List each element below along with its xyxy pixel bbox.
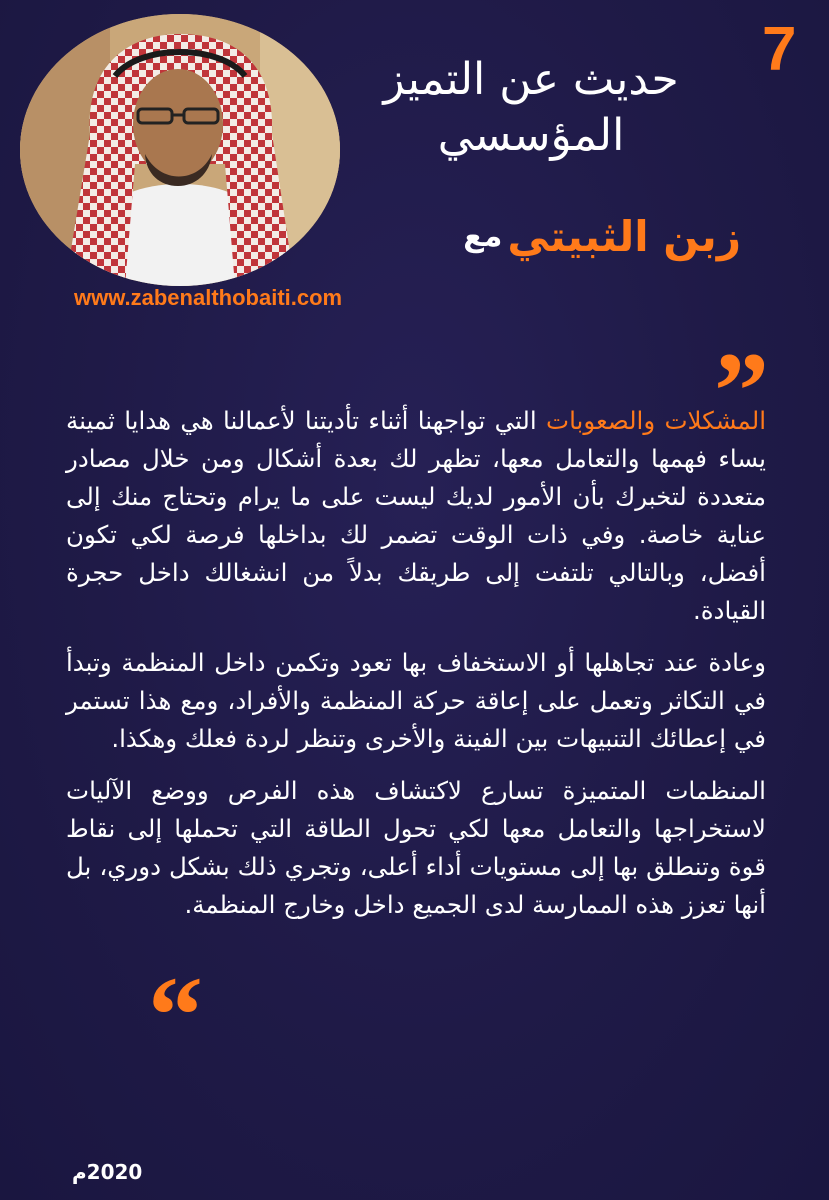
website-link[interactable]: www.zabenalthobaiti.com xyxy=(74,285,343,310)
post-number: 7 xyxy=(762,15,797,84)
with-label: مع xyxy=(463,219,503,254)
author-photo xyxy=(20,14,340,286)
paragraph-1-text: التي تواجهنا أثناء تأديتنا لأعمالنا هي هدايا ثمينة يساء فهمها والتعامل معها، تظهر لك بعدة أشكال ومن خلال مصادر متعددة لتخبرك بأن الأمور لديك ليست على ما يرام وتحتاج منك إلى عناية خاصة. وفي ذات الوقت تضمر لك بداخلها فرصة لكي تكون أفضل، وبالتالي تلتفت إلى طريقك بدلاً من انشغالك داخل حجرة القيادة. xyxy=(66,406,766,625)
article-body xyxy=(66,402,766,938)
opening-quote-icon: “ xyxy=(148,954,203,1076)
year-label: 2020م xyxy=(72,1160,143,1184)
paragraph-3: المنظمات المتميزة تسارع لاكتشاف هذه الفرص ووضع الآليات لاستخراجها والتعامل معها لكي تحول الطاقة التي تحملها إلى نقاط قوة وتنطلق بها إلى مستويات أداء أعلى، وتجري ذلك بشكل دوري، بل أنها تعزز هذه الممارسة لدى الجميع داخل وخارج المنظمة. xyxy=(66,776,766,919)
closing-quote-icon: ” xyxy=(714,330,769,452)
post-title xyxy=(351,52,711,164)
author-line xyxy=(463,212,741,261)
paragraph-2: وعادة عند تجاهلها أو الاستخفاف بها تعود وتكمن داخل المنظمة وتبدأ في التكاثر وتعمل على إعاقة حركة المنظمة والأفراد، ومع هذا تستمر في إعطائك التنبيهات بين الفينة والأخرى وتنظر لردة فعلك وهكذا. xyxy=(66,648,766,753)
author-name: زبن الثبيتي xyxy=(507,212,741,261)
highlight-phrase: المشكلات والصعوبات xyxy=(546,406,766,435)
title-line-2: المؤسسي xyxy=(437,110,625,161)
paragraph-1 xyxy=(66,402,766,630)
title-line-1: حديث عن التميز xyxy=(383,54,679,105)
